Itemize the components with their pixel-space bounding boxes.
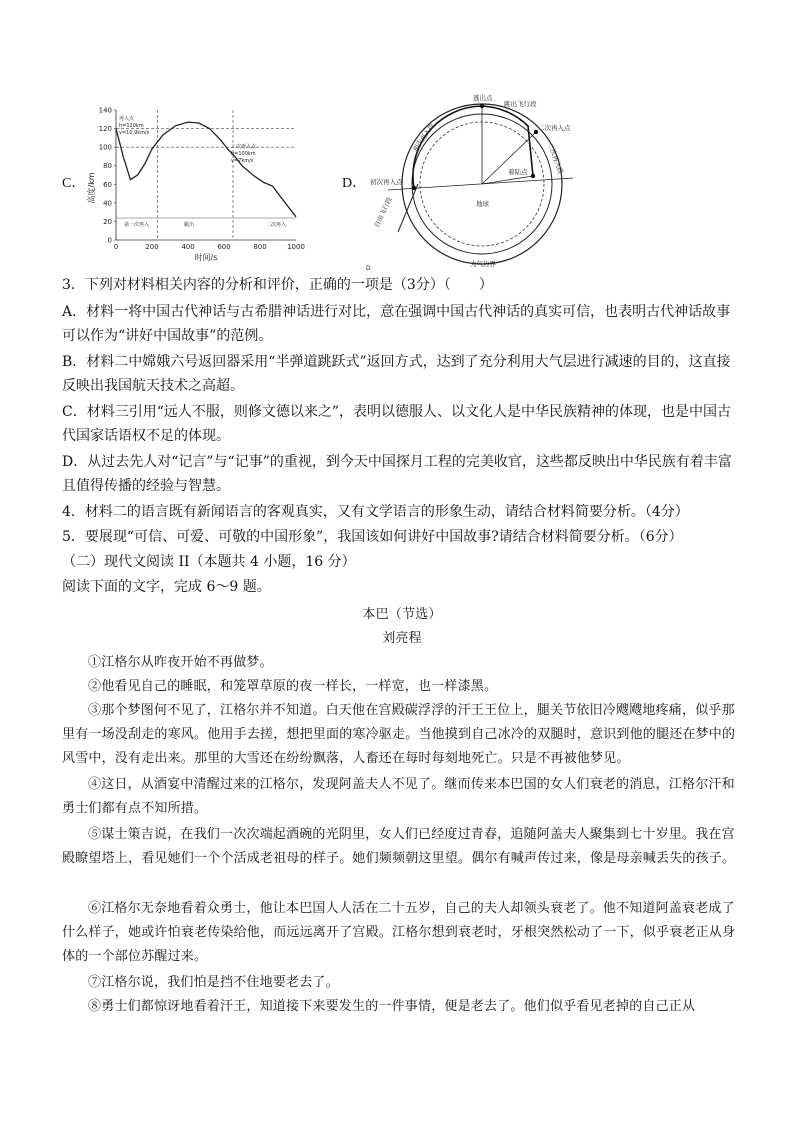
label-jump-flight: 跳出飞行段 (504, 100, 537, 108)
label-first-entry-point: 初次再入点 (370, 178, 403, 186)
paragraph-2: ②他看见自己的睡眠，和笼罩草原的夜一样长，一样宽，也一样漆黑。 (88, 679, 498, 694)
x-tick-label: 200 (145, 243, 159, 251)
paragraph-8: ⑧勇士们都惊讶地看着汗王，知道接下来要发生的一件事情，便是老去了。他们似乎看见老掉的自己正从 (88, 999, 696, 1014)
question-3-option-b: B．材料二中嫦娥六号返回器采用“半弹道跳跃式”返回方式，达到了充分利用大气层进行减速的目的，这直接反映出我国航天技术之高超。 (62, 354, 731, 394)
question-5: 5．要展现“可信、可爱、可敬的中国形象”，我国该如何讲好中国故事?请结合材料简要分析。（6分） (62, 529, 683, 545)
question-3-option-c: C．材料三引用“远人不服，则修文德以来之”，表明以德服人、以文化人是中华民族精神的体现，也是中国古代国家话语权不足的体现。 (62, 404, 732, 444)
svg-text:v=10.9km/s: v=10.9km/s (119, 130, 150, 136)
phase-labels (116, 218, 296, 228)
phase-jump: 跳出 (184, 222, 195, 228)
section-heading: （二）现代文阅读 II（本题共 4 小题，16 分） (62, 554, 356, 570)
paragraph-5: ⑤谋士策吉说，在我们一次次端起酒碗的光阴里，女人们已经度过青春，追随阿盖夫人聚集到七十岁里。我在宫殿瞭望塔上，看见她们一个个活成老祖母的样子。她们频频朝这里望。偶尔有喊声传过来，像是母亲喊丢失的孩子。 (62, 827, 736, 866)
label-caption: D (366, 265, 371, 270)
label-second-entry-point: 二次再入点 (538, 124, 571, 132)
entry-annotation (119, 115, 150, 136)
question-3-stem: 3．下列对材料相关内容的分析和评价，正确的一项是（3分）（ ） (62, 277, 493, 293)
label-first-entry-segment: 初次再入段 (411, 121, 437, 154)
y-tick-label: 40 (103, 199, 112, 208)
label-earth: 地球 (476, 200, 489, 208)
label-landing: 着陆点 (508, 168, 528, 176)
label-second-entry-segment: 二次再入段 (546, 141, 565, 176)
svg-text:再入点: 再入点 (119, 116, 135, 122)
x-tick-label: 800 (253, 243, 267, 251)
radius-second-entry (482, 132, 536, 184)
paragraph-4: ④这日，从酒宴中清醒过来的江格尔，发现阿盖夫人不见了。继而传来本巴国的女人们衰老的消息，江格尔汗和勇士们都有点不知所措。 (62, 777, 735, 816)
option-d-label: D． (342, 176, 367, 191)
label-atmosphere: 大气边界 (470, 260, 496, 268)
svg-text:h=120km: h=120km (119, 123, 144, 129)
y-tick-label: 0 (107, 236, 112, 245)
paragraph-1: ①江格尔从昨夜开始不再做梦。 (88, 655, 273, 670)
question-4: 4．材料二的语言既有新闻语言的客观真实，又有文学语言的形象生动，请结合材料简要分析。（4分） (62, 504, 689, 520)
x-axis-label: 时间/s (194, 253, 218, 262)
svg-text:h=100km: h=100km (231, 151, 256, 157)
y-tick-label: 60 (103, 180, 112, 189)
paragraph-3: ③那个梦图何不见了，江格尔并不知道。白天他在宫殿碳浮浮的汗王王位上，腿关节依旧冷飕飕地疼痛，似乎那里有一场没刮走的寒风。他用手去搓，想把里面的寒冷驱走。当他摸到自己冰冷的双腿时，意识到他的腿还在梦中的风雪中，没有走出来。那里的大雪还在纷纷飘落，人畜还在每时每刻地死亡。只是不再被他梦见。 (62, 703, 736, 766)
x-tick-label: 400 (181, 243, 195, 251)
y-tick-label: 120 (98, 125, 112, 134)
y-tick-label: 140 (98, 106, 112, 115)
first-entry-dot (412, 186, 416, 190)
reentry-diagram (358, 92, 588, 270)
y-tick-label: 80 (103, 162, 112, 171)
x-tick-label: 600 (217, 243, 231, 251)
paragraph-6: ⑥江格尔无奈地看着众勇士，他让本巴国人人活在二十五岁，自己的夫人却领头衰老了。他不知道阿盖衰老成了什么样子，她或许怕衰老传染给他，而远远离开了宫殿。江格尔想到衰老时，牙根突然松动了一下，似乎衰老正从身体的一个部位苏醒过来。 (62, 901, 736, 964)
free-flight-line (398, 184, 418, 232)
x-tick-label: 1000 (287, 243, 305, 251)
y-tick-label: 100 (98, 143, 112, 152)
svg-text:二次再入点: 二次再入点 (231, 144, 257, 150)
svg-text:v=7km/s: v=7km/s (231, 158, 254, 164)
radius-landing (482, 176, 533, 184)
label-exit: 逃出点 (473, 94, 493, 102)
second-entry-annotation (231, 143, 257, 164)
x-tick-label: 0 (113, 243, 119, 251)
paragraph-7: ⑦江格尔说，我们怕是挡不住地要老去了。 (88, 975, 339, 990)
passage-title: 本巴（节选） (362, 607, 442, 622)
altitude-curve (116, 122, 296, 217)
question-3-option-a: A．材料一将中国古代神话与古希腊神话进行对比，意在强调中国古代神话的真实可信，也表明古代神话故事可以作为“讲好中国故事”的范例。 (62, 304, 731, 344)
passage-author: 刘亮程 (382, 631, 422, 646)
y-tick-label: 20 (103, 217, 112, 226)
phase-second-entry: 二次再入 (266, 222, 287, 228)
option-c-label: C． (62, 176, 86, 191)
phase-first-entry: 第一次再入 (124, 222, 150, 228)
altitude-chart (86, 100, 306, 262)
y-axis-label: 高度/km (87, 172, 96, 204)
section-instruction: 阅读下面的文字，完成 6～9 题。 (62, 579, 271, 595)
label-free-flight: 自由飞行段 (372, 196, 394, 229)
exit-dot (480, 104, 484, 108)
question-3-option-d: D．从过去先人对“记言”与“记事”的重视，到今天中国探月工程的完美收官，这些都反映出中华民族有着丰富且值得传播的经验与智慧。 (62, 454, 732, 494)
landing-dot (531, 174, 535, 178)
